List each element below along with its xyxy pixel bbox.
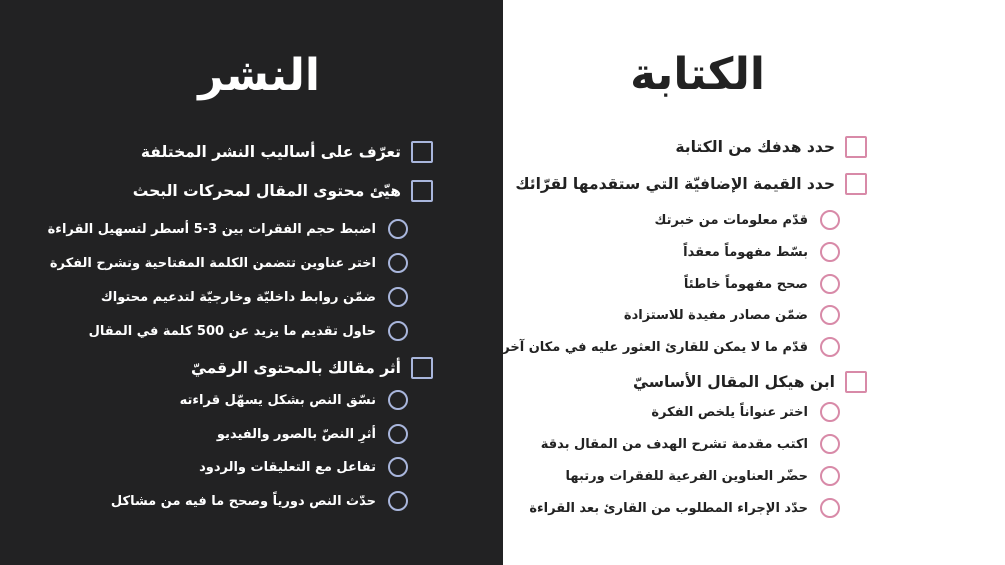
checklist-subitem[interactable] [217,424,408,444]
checklist-subitem[interactable] [529,498,840,518]
checkbox-circle-icon[interactable] [388,424,408,444]
checklist-subitem[interactable] [111,491,408,511]
checklist-subitem-text: تفاعل مع التعليقات والردود [199,459,376,475]
checklist-subitem-text: حضّر العناوين الفرعية للفقرات ورتبها [565,468,808,484]
checkbox-circle-icon[interactable] [820,337,840,357]
checklist-subitem[interactable] [655,210,840,230]
checkbox-circle-icon[interactable] [388,491,408,511]
checklist-subitem-text: اكتب مقدمة تشرح الهدف من المقال بدقة [540,436,808,452]
checklist-subitem-text: ضمّن روابط داخليّة وخارجيّة لتدعيم محتواك [100,289,376,305]
checkbox-circle-icon[interactable] [388,219,408,239]
writing-panel [503,0,1005,565]
checklist-subitem-text: اختر عنواناً يلخص الفكرة [651,404,808,420]
checklist-item[interactable] [141,141,433,163]
checklist-subitem[interactable] [48,219,408,239]
checkbox-circle-icon[interactable] [820,402,840,422]
checkbox-circle-icon[interactable] [820,434,840,454]
checklist-subitem-text: ضمّن مصادر مفيدة للاستزادة [623,307,808,323]
checklist-item[interactable] [515,173,867,195]
checklist-subitem-text: صحح مفهوماً خاطئاً [683,276,808,292]
writing-title: الكتابة [630,49,765,100]
checkbox-circle-icon[interactable] [820,498,840,518]
checklist-subitem[interactable] [651,402,840,422]
checkbox-circle-icon[interactable] [820,274,840,294]
checklist-subitem-text: قدّم ما لا يمكن للقارئ العثور عليه في مكان آخر [502,339,808,355]
checklist-item-text: هيّئ محتوى المقال لمحركات البحث [132,182,401,200]
checklist-subitem[interactable] [89,321,408,341]
checklist-subitem-text: حاول تقديم ما يزيد عن 500 كلمة في المقال [88,323,376,339]
checklist-item[interactable] [633,371,867,393]
checklist-item-text: حدد القيمة الإضافيّة التي ستقدمها لقرّائك [515,175,835,193]
checklist-item-text: أثر مقالك بالمحتوى الرقميّ [190,359,401,377]
checkbox-circle-icon[interactable] [388,287,408,307]
checklist-item[interactable] [191,357,433,379]
checkbox-square-icon[interactable] [411,180,433,202]
checklist-subitem-text: أثرِ النصّ بالصور والفيديو [216,426,376,442]
checkbox-circle-icon[interactable] [388,390,408,410]
checklist-item-text: تعرّف على أساليب النشر المختلفة [140,143,401,161]
checkbox-circle-icon[interactable] [820,305,840,325]
checkbox-square-icon[interactable] [411,141,433,163]
checkbox-square-icon[interactable] [845,173,867,195]
checklist-item-text: ابن هيكل المقال الأساسيّ [633,373,835,391]
checkbox-circle-icon[interactable] [820,242,840,262]
checklist-item-text: حدد هدفك من الكتابة [675,138,835,156]
checklist-subitem[interactable] [566,466,840,486]
checklist-subitem[interactable] [624,305,840,325]
checklist-subitem-text: اضبط حجم الفقرات بين 3-5 أسطر لتسهيل القراءة [47,221,376,237]
checkbox-circle-icon[interactable] [388,457,408,477]
checkbox-circle-icon[interactable] [388,321,408,341]
checklist-item[interactable] [133,180,433,202]
checklist-subitem[interactable] [101,287,408,307]
checkbox-square-icon[interactable] [845,371,867,393]
checklist-subitem-text: اختر عناوين تتضمن الكلمة المفتاحية وتشرح الفكرة [49,255,376,271]
checkbox-square-icon[interactable] [845,136,867,158]
checklist-subitem-text: قدّم معلومات من خبرتك [654,212,808,228]
checklist-subitem-text: حدّد الإجراء المطلوب من القارئ بعد القراءة [529,500,808,516]
checklist-subitem[interactable] [683,242,840,262]
checklist-subitem[interactable] [502,337,840,357]
checklist-subitem[interactable] [180,390,408,410]
checkbox-circle-icon[interactable] [820,210,840,230]
checklist-item[interactable] [675,136,867,158]
checklist-subitem-text: حدّث النص دورياً وصحح ما فيه من مشاكل [110,493,376,509]
checklist-subitem[interactable] [541,434,840,454]
checkbox-circle-icon[interactable] [820,466,840,486]
checklist-subitem[interactable] [684,274,840,294]
checklist-subitem[interactable] [50,253,408,273]
publishing-title: النشر [198,50,320,101]
checkbox-circle-icon[interactable] [388,253,408,273]
checklist-subitem-text: نسّق النص بشكل يسهّل قراءته [179,392,376,408]
checkbox-square-icon[interactable] [411,357,433,379]
checklist-subitem-text: بسّط مفهوماً معقداً [683,244,808,260]
checklist-subitem[interactable] [199,457,408,477]
